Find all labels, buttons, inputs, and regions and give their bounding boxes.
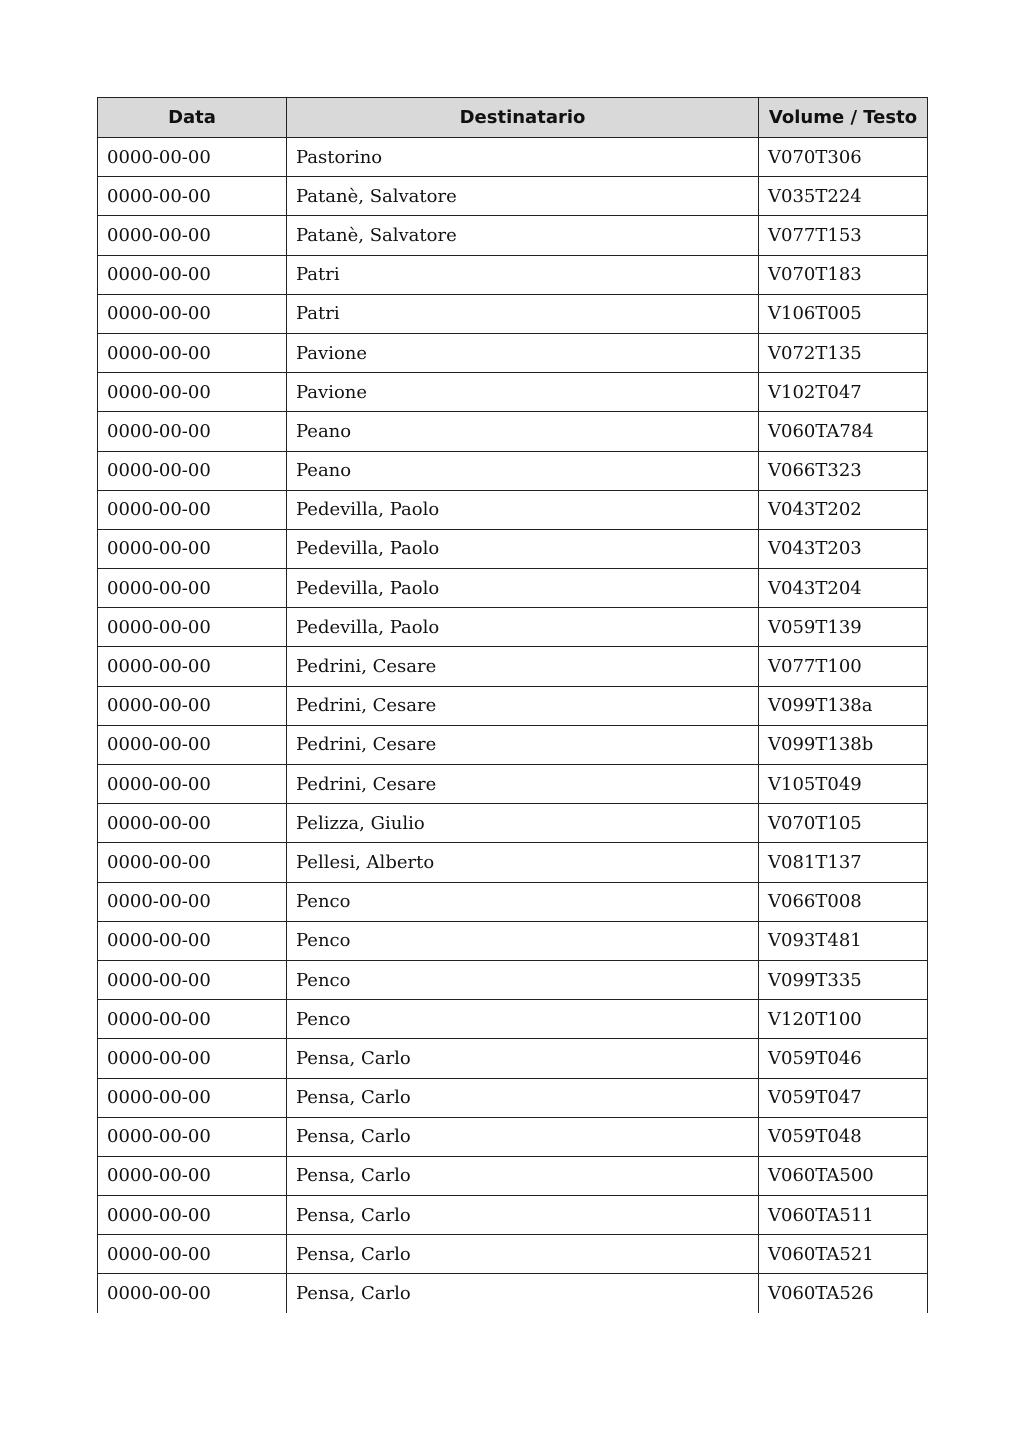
table-row [98,294,928,333]
date-cell: 0000-00-00 [98,373,287,412]
recipient-cell: Pastorino [287,138,759,177]
recipient-cell: Pedrini, Cesare [287,765,759,804]
table-row [98,882,928,921]
volume-cell: V060TA511 [759,1196,928,1235]
recipient-cell: Penco [287,960,759,999]
date-cell: 0000-00-00 [98,451,287,490]
table-row [98,1039,928,1078]
recipient-cell: Pedrini, Cesare [287,647,759,686]
date-cell: 0000-00-00 [98,1274,287,1313]
date-cell: 0000-00-00 [98,569,287,608]
volume-cell: V060TA500 [759,1156,928,1195]
volume-cell: V066T008 [759,882,928,921]
volume-cell: V072T135 [759,333,928,372]
column-header-date: Data [98,98,287,138]
date-cell: 0000-00-00 [98,725,287,764]
volume-cell: V060TA526 [759,1274,928,1313]
volume-cell: V102T047 [759,373,928,412]
volume-cell: V066T323 [759,451,928,490]
recipient-cell: Pedevilla, Paolo [287,608,759,647]
recipient-cell: Patanè, Salvatore [287,177,759,216]
date-cell: 0000-00-00 [98,216,287,255]
header-row [98,98,928,138]
volume-cell: V077T153 [759,216,928,255]
table-body [98,138,928,1314]
date-cell: 0000-00-00 [98,333,287,372]
table-row [98,451,928,490]
table-row [98,216,928,255]
recipient-cell: Peano [287,412,759,451]
table-row [98,138,928,177]
volume-cell: V070T183 [759,255,928,294]
table-row [98,255,928,294]
recipient-cell: Pensa, Carlo [287,1117,759,1156]
table-row [98,1156,928,1195]
volume-cell: V105T049 [759,765,928,804]
volume-cell: V035T224 [759,177,928,216]
recipient-cell: Pensa, Carlo [287,1156,759,1195]
recipient-cell: Pedrini, Cesare [287,725,759,764]
column-header-recipient: Destinatario [287,98,759,138]
table-row [98,333,928,372]
recipient-cell: Pavione [287,373,759,412]
recipient-cell: Pensa, Carlo [287,1274,759,1313]
table-row [98,569,928,608]
volume-cell: V099T335 [759,960,928,999]
volume-cell: V043T202 [759,490,928,529]
date-cell: 0000-00-00 [98,686,287,725]
table-row [98,1000,928,1039]
date-cell: 0000-00-00 [98,647,287,686]
table-row [98,765,928,804]
recipient-cell: Penco [287,882,759,921]
recipient-cell: Patanè, Salvatore [287,216,759,255]
table-row [98,921,928,960]
volume-cell: V081T137 [759,843,928,882]
recipient-cell: Patri [287,294,759,333]
volume-cell: V093T481 [759,921,928,960]
table-row [98,412,928,451]
date-cell: 0000-00-00 [98,765,287,804]
volume-cell: V043T204 [759,569,928,608]
date-cell: 0000-00-00 [98,1117,287,1156]
recipient-cell: Pedrini, Cesare [287,686,759,725]
date-cell: 0000-00-00 [98,843,287,882]
date-cell: 0000-00-00 [98,177,287,216]
date-cell: 0000-00-00 [98,529,287,568]
volume-cell: V070T306 [759,138,928,177]
recipient-cell: Pellesi, Alberto [287,843,759,882]
volume-cell: V099T138b [759,725,928,764]
table-row [98,843,928,882]
volume-cell: V120T100 [759,1000,928,1039]
table-row [98,608,928,647]
recipient-cell: Peano [287,451,759,490]
recipient-cell: Pensa, Carlo [287,1078,759,1117]
volume-cell: V059T048 [759,1117,928,1156]
volume-cell: V059T047 [759,1078,928,1117]
volume-cell: V099T138a [759,686,928,725]
recipient-cell: Pedevilla, Paolo [287,569,759,608]
recipient-cell: Penco [287,1000,759,1039]
table-header [98,98,928,138]
date-cell: 0000-00-00 [98,804,287,843]
table-row [98,725,928,764]
table-row [98,529,928,568]
volume-cell: V043T203 [759,529,928,568]
recipient-cell: Penco [287,921,759,960]
table-row [98,686,928,725]
recipient-cell: Pensa, Carlo [287,1039,759,1078]
recipient-cell: Pedevilla, Paolo [287,490,759,529]
volume-cell: V106T005 [759,294,928,333]
table-row [98,960,928,999]
date-cell: 0000-00-00 [98,255,287,294]
letters-index-table [97,97,928,1313]
date-cell: 0000-00-00 [98,490,287,529]
table-row [98,1117,928,1156]
table-row [98,1235,928,1274]
recipient-cell: Pedevilla, Paolo [287,529,759,568]
volume-cell: V070T105 [759,804,928,843]
date-cell: 0000-00-00 [98,294,287,333]
date-cell: 0000-00-00 [98,882,287,921]
table-row [98,1274,928,1313]
recipient-cell: Patri [287,255,759,294]
column-header-volume: Volume / Testo [759,98,928,138]
table-row [98,373,928,412]
volume-cell: V060TA784 [759,412,928,451]
volume-cell: V059T046 [759,1039,928,1078]
volume-cell: V077T100 [759,647,928,686]
recipient-cell: Pensa, Carlo [287,1235,759,1274]
volume-cell: V059T139 [759,608,928,647]
recipient-cell: Pelizza, Giulio [287,804,759,843]
date-cell: 0000-00-00 [98,1000,287,1039]
recipient-cell: Pavione [287,333,759,372]
date-cell: 0000-00-00 [98,1039,287,1078]
date-cell: 0000-00-00 [98,960,287,999]
table-row [98,1196,928,1235]
date-cell: 0000-00-00 [98,1196,287,1235]
table-row [98,177,928,216]
date-cell: 0000-00-00 [98,921,287,960]
recipient-cell: Pensa, Carlo [287,1196,759,1235]
date-cell: 0000-00-00 [98,1078,287,1117]
date-cell: 0000-00-00 [98,412,287,451]
volume-cell: V060TA521 [759,1235,928,1274]
table-row [98,1078,928,1117]
date-cell: 0000-00-00 [98,1156,287,1195]
date-cell: 0000-00-00 [98,608,287,647]
table-row [98,804,928,843]
date-cell: 0000-00-00 [98,1235,287,1274]
table-row [98,647,928,686]
table-row [98,490,928,529]
date-cell: 0000-00-00 [98,138,287,177]
